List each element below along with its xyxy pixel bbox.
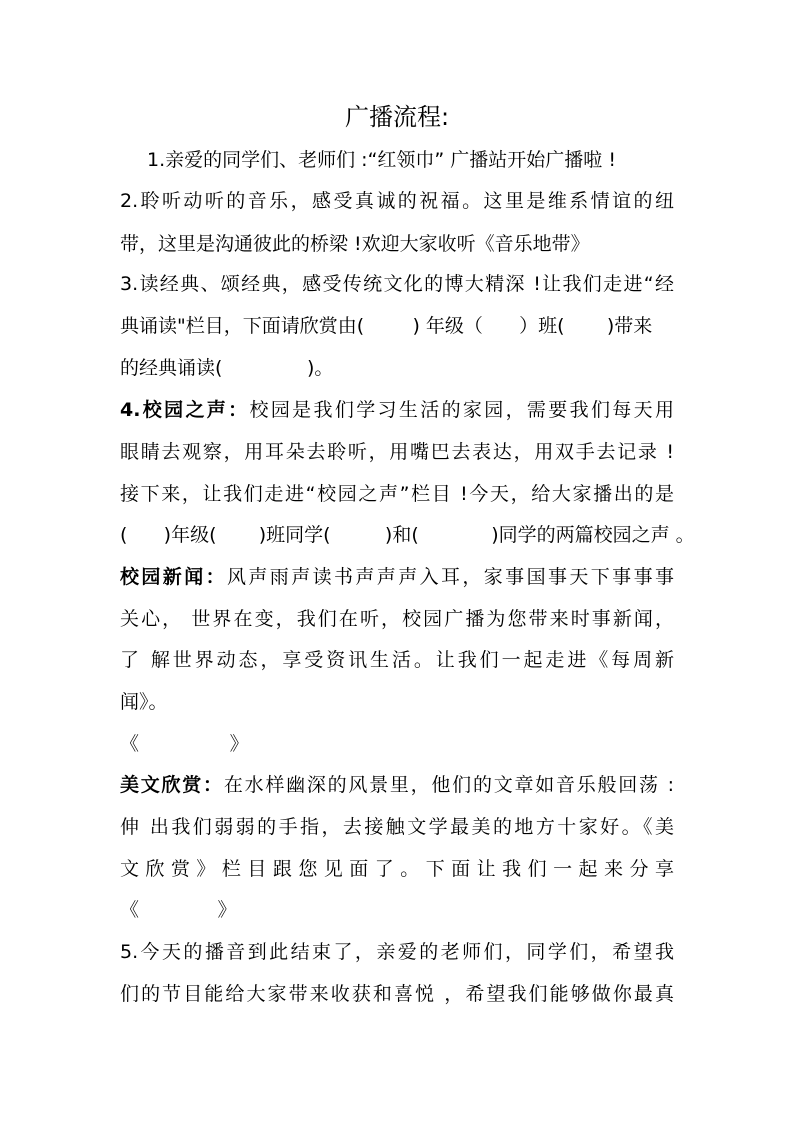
paragraph-line-19 <box>120 895 237 925</box>
paragraph-line-10 <box>120 520 695 550</box>
paragraph-line-15 <box>120 729 249 759</box>
line-text: 《 》 <box>120 733 249 755</box>
section-heading-campus-voice: 4.校园之声： <box>120 399 250 421</box>
line-text: 文 欣 赏 》 栏 目 跟 您 见 面 了 。 下 面 让 我 们 一 起 来 分 享 <box>120 858 674 880</box>
paragraph-line-3 <box>120 229 590 259</box>
line-text: 了 解世界动态，享受资讯生活。让我们一起走进《每周新 <box>120 649 674 671</box>
paragraph-line-5 <box>120 311 652 341</box>
line-text: 3.读经典、颂经典，感受传统文化的博大精深 !让我们走进“经 <box>120 273 674 295</box>
line-text: 《 》 <box>120 899 237 921</box>
line-text: 眼睛去观察，用耳朵去聆听，用嘴巴去表达，用双手去记录 ! <box>120 441 674 463</box>
paragraph-line-21 <box>120 979 674 1009</box>
line-text: 2.聆听动听的音乐，感受真诚的祝福。这里是维系情谊的纽 <box>120 190 674 212</box>
line-text: 伸 出我们弱弱的手指，去接触文学最美的地方十家好。《美 <box>120 816 674 838</box>
paragraph-line-14 <box>120 687 168 717</box>
line-text: 风声雨声读书声声声入耳，家事国事天下事事事 <box>227 566 674 588</box>
paragraph-line-8 <box>120 437 674 467</box>
paragraph-line-11 <box>120 562 674 592</box>
line-text: 5.今天的播音到此结束了，亲爱的老师们，同学们，希望我 <box>120 941 674 963</box>
line-text: ( )年级( )班同学( )和( )同学的两篇校园之声 。 <box>120 524 695 546</box>
paragraph-line-2 <box>120 186 674 216</box>
paragraph-line-9 <box>120 479 674 509</box>
paragraph-line-20 <box>120 937 674 967</box>
paragraph-line-12 <box>120 604 674 634</box>
section-heading-essay-appreciation: 美文欣赏： <box>120 774 224 796</box>
line-text: 校园是我们学习生活的家园，需要我们每天用 <box>249 399 674 421</box>
paragraph-line-16 <box>120 770 674 800</box>
paragraph-line-6 <box>120 353 333 383</box>
line-text: 带，这里是沟通彼此的桥梁 !欢迎大家收听《音乐地带》 <box>120 233 590 255</box>
paragraph-line-13 <box>120 645 674 675</box>
document-title: 广播流程: <box>344 103 450 131</box>
line-text: 接下来，让我们走进“校园之声”栏目 !今天，给大家播出的是 <box>120 483 674 505</box>
line-text: 的经典诵读( )。 <box>120 357 334 379</box>
paragraph-line-1 <box>147 145 616 175</box>
line-text: 典诵读"栏目，下面请欣赏由( ) 年级（ ）班( )带来 <box>120 315 653 337</box>
line-text: 闻》。 <box>120 691 168 713</box>
section-heading-campus-news: 校园新闻： <box>120 566 227 588</box>
line-text: 们的节目能给大家带来收获和喜悦 ，希望我们能够做你最真 <box>120 983 674 1005</box>
line-text: 在水样幽深的风景里，他们的文章如音乐般回荡 : <box>223 774 674 796</box>
paragraph-line-18 <box>120 854 674 884</box>
line-text: 关心， 世界在变，我们在听，校园广播为您带来时事新闻， <box>120 608 674 630</box>
paragraph-line-17 <box>120 812 674 842</box>
line-text: 1.亲爱的同学们、老师们 :“红领巾” 广播站开始广播啦 ! <box>147 149 616 171</box>
paragraph-line-4 <box>120 269 674 299</box>
paragraph-line-7 <box>120 395 674 425</box>
